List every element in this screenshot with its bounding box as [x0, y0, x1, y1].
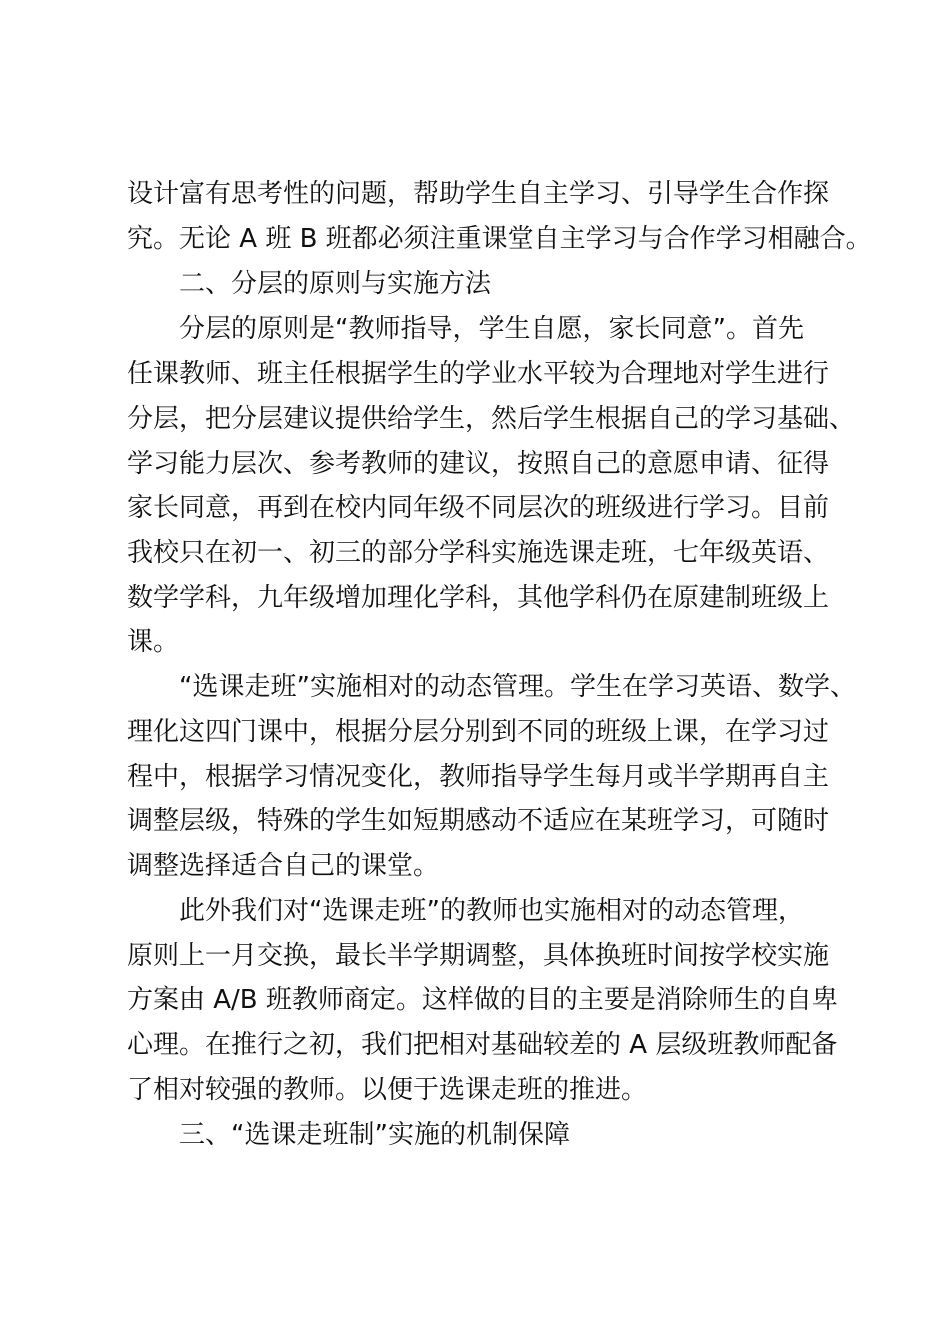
text-line: 方案由 A/B 班教师商定。这样做的目的主要是消除师生的自卑: [127, 985, 838, 1015]
text-line: 数学学科，九年级增加理化学科，其他学科仍在原建制班级上: [127, 583, 830, 613]
text-line: 课。: [127, 627, 180, 657]
text-line: 任课教师、班主任根据学生的学业水平较为合理地对学生进行: [127, 359, 830, 389]
text-line: 了相对较强的教师。以便于选课走班的推进。: [127, 1075, 648, 1105]
text-line: 理化这四门课中，根据分层分别到不同的班级上课，在学习过: [127, 717, 830, 747]
text-line: 程中，根据学习情况变化，教师指导学生每月或半学期再自主: [127, 762, 830, 792]
text-line: 调整选择适合自己的课堂。: [127, 851, 440, 881]
text-line: 原则上一月交换，最长半学期调整，具体换班时间按学校实施: [127, 941, 830, 971]
text-line: 调整层级，特殊的学生如短期感动不适应在某班学习，可随时: [127, 806, 830, 836]
text-line: 此外我们对“选课走班”的教师也实施相对的动态管理，: [179, 896, 804, 926]
text-line: 分层的原则是“教师指导，学生自愿，家长同意”。首先: [179, 314, 804, 344]
text-line: 设计富有思考性的问题，帮助学生自主学习、引导学生合作探: [127, 179, 830, 209]
section-heading: 三、“选课走班制”实施的机制保障: [179, 1120, 570, 1150]
text-line: 心理。在推行之初，我们把相对基础较差的 A 层级班教师配备: [127, 1030, 838, 1060]
text-line: 学习能力层次、参考教师的建议，按照自己的意愿申请、征得: [127, 449, 830, 479]
text-line: 分层，把分层建议提供给学生，然后学生根据自己的学习基础、: [127, 404, 856, 434]
text-line: 究。无论 A 班 B 班都必须注重课堂自主学习与合作学习相融合。: [127, 224, 872, 254]
text-line: 我校只在初一、初三的部分学科实施选课走班，七年级英语、: [127, 538, 830, 568]
section-heading: 二、分层的原则与实施方法: [179, 269, 492, 299]
text-line: “选课走班”实施相对的动态管理。学生在学习英语、数学、: [179, 672, 856, 702]
text-line: 家长同意，再到在校内同年级不同层次的班级进行学习。目前: [127, 493, 830, 523]
